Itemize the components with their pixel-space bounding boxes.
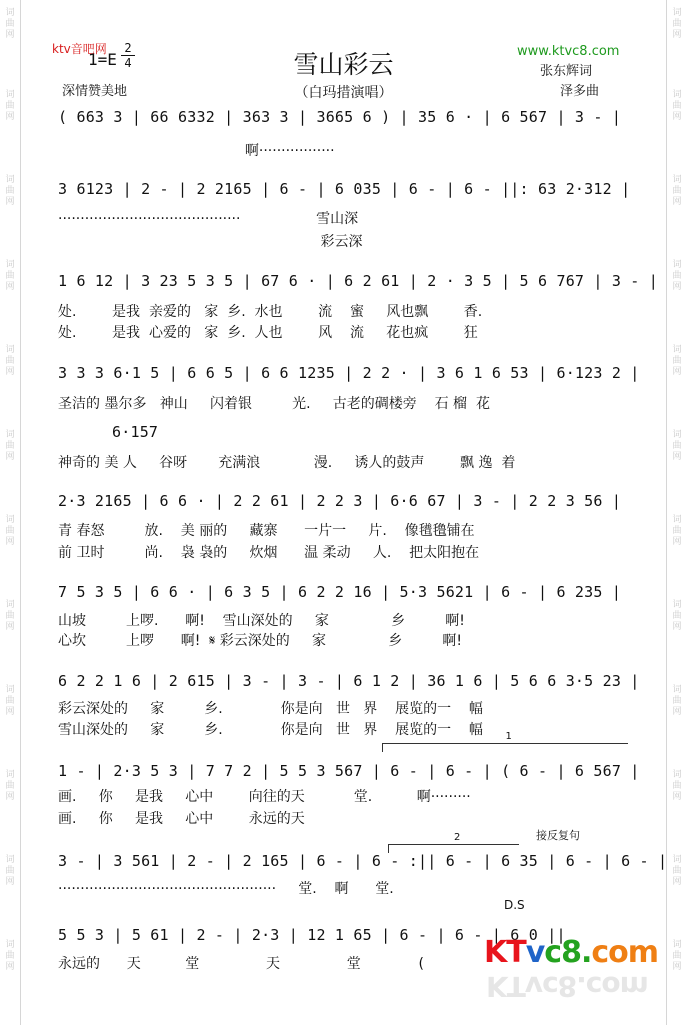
lyric-line: 心坎 上啰 啊! 𝄋 彩云深处的 家 乡 啊! <box>58 633 462 649</box>
side-watermark: 词曲网 <box>5 770 15 802</box>
left-gutter <box>0 0 21 1025</box>
notation-line: 5 5 3 | 5 61 | 2 - | 2·3 | 12 1 65 | 6 - | 6 - | 6 0 || <box>58 926 566 944</box>
notation-line: 2·3 2165 | 6 6 · | 2 2 61 | 2 2 3 | 6·6 67 | 3 - | 2 2 3 56 | <box>58 492 622 510</box>
volta-bracket-1: 1 <box>382 743 628 752</box>
lyric-line: 神奇的 美 人 谷呀 充满浪 漫. 诱人的鼓声 飘 逸 着 <box>58 455 516 471</box>
side-watermark: 词曲网 <box>5 685 15 717</box>
lyric-line: 处. 是我 心爱的 家 乡. 人也 风 流 花也疯 狂 <box>58 325 478 341</box>
lyric-line: 处. 是我 亲爱的 家 乡. 水也 流 蜜 风也飘 香. <box>58 304 483 320</box>
side-watermark: 词曲网 <box>672 685 682 717</box>
side-watermark: 词曲网 <box>672 855 682 887</box>
right-gutter <box>666 0 687 1025</box>
song-title: 雪山彩云 <box>293 50 394 79</box>
notation-line: ( 663 3 | 66 6332 | 363 3 | 3665 6 ) | 35 6 · | 6 567 | 3 - | <box>58 108 622 126</box>
lyric-line: ········································· 雪山深 <box>58 211 359 227</box>
time-denominator: 4 <box>124 56 132 70</box>
lyric-line: 啊················· <box>58 143 335 159</box>
notation-line: 6 2 2 1 6 | 2 615 | 3 - | 3 - | 6 1 2 | 36 1 6 | 5 6 6 3·5 23 | <box>58 672 640 690</box>
side-watermark: 词曲网 <box>672 175 682 207</box>
notation-line: 1 6 12 | 3 23 5 3 5 | 67 6 · | 6 2 61 | 2 · 3 5 | 5 6 767 | 3 - | <box>58 272 658 290</box>
side-watermark: 词曲网 <box>5 345 15 377</box>
dal-segno-mark: D.S <box>504 898 525 912</box>
lyric-line: 彩云深处的 家 乡. 你是向 世 界 展览的一 幅 <box>58 701 483 717</box>
side-watermark: 词曲网 <box>5 515 15 547</box>
performer-credit: （白玛措演唱） <box>294 85 393 101</box>
side-watermark: 词曲网 <box>672 770 682 802</box>
site-logo-reflection: KTvc8.com <box>486 970 648 1003</box>
side-watermark: 词曲网 <box>672 600 682 632</box>
notation-line: 1 - | 2·3 5 3 | 7 7 2 | 5 5 3 567 | 6 - | 6 - | ( 6 - | 6 567 | <box>58 762 640 780</box>
notation-line: 6·157 <box>112 423 159 441</box>
side-watermark: 词曲网 <box>672 940 682 972</box>
key-signature: 1=E <box>88 50 117 69</box>
notation-line: 7 5 3 5 | 6 6 · | 6 3 5 | 6 2 2 16 | 5·3 5621 | 6 - | 6 235 | <box>58 583 622 601</box>
side-watermark: 词曲网 <box>5 90 15 122</box>
time-numerator: 2 <box>124 41 132 55</box>
lyric-line: 画. 你 是我 心中 向往的天 堂. 啊········· <box>58 789 471 805</box>
volta-bracket-2: 2 <box>388 844 519 853</box>
repeat-instruction: 接反复句 <box>536 829 580 842</box>
lyric-line: 青 春怒 放. 美 丽的 藏寨 一片一 片. 像氆氇铺在 <box>58 523 475 539</box>
lyricist-credit: 张东辉词 <box>540 64 593 79</box>
side-watermark: 词曲网 <box>5 175 15 207</box>
lyric-line: ················································· 堂. 啊 堂. <box>58 881 394 897</box>
side-watermark: 词曲网 <box>672 260 682 292</box>
side-watermark: 词曲网 <box>5 940 15 972</box>
side-watermark: 词曲网 <box>672 515 682 547</box>
side-watermark: 词曲网 <box>672 430 682 462</box>
side-watermark: 词曲网 <box>5 8 15 40</box>
lyric-line: 彩云深 <box>58 234 363 250</box>
lyric-line: 永远的 天 堂 天 堂 ( <box>58 956 425 972</box>
notation-line: 3 - | 3 561 | 2 - | 2 165 | 6 - | 6 - :|| 6 - | 6 35 | 6 - | 6 - | <box>58 852 668 870</box>
side-watermark: 词曲网 <box>672 90 682 122</box>
lyric-line: 圣洁的 墨尔多 神山 闪着银 光. 古老的碉楼旁 石 榴 花 <box>58 396 490 412</box>
expression-mark: 深情赞美地 <box>62 84 128 99</box>
notation-line: 3 3 3 6·1 5 | 6 6 5 | 6 6 1235 | 2 2 · | 3 6 1 6 53 | 6·123 2 | <box>58 364 640 382</box>
side-watermark: 词曲网 <box>5 430 15 462</box>
lyric-line: 山坡 上啰. 啊! 雪山深处的 家 乡 啊! <box>58 613 465 629</box>
lyric-line: 雪山深处的 家 乡. 你是向 世 界 展览的一 幅 <box>58 722 483 738</box>
side-watermark: 词曲网 <box>672 8 682 40</box>
lyric-line: 画. 你 是我 心中 永远的天 <box>58 811 305 827</box>
composer-credit: 泽多曲 <box>560 84 600 99</box>
site-name-top: ktv音吧网 <box>52 42 107 56</box>
lyric-line: 前 卫时 尚. 袅 袅的 炊烟 温 柔动 人. 把太阳抱在 <box>58 545 480 561</box>
side-watermark: 词曲网 <box>5 260 15 292</box>
site-logo: KTvc8.com <box>484 935 658 970</box>
site-url: www.ktvc8.com <box>517 44 620 59</box>
side-watermark: 词曲网 <box>5 600 15 632</box>
side-watermark: 词曲网 <box>5 855 15 887</box>
side-watermark: 词曲网 <box>672 345 682 377</box>
notation-line: 3 6123 | 2 - | 2 2165 | 6 - | 6 035 | 6 - | 6 - ||: 63 2·312 | <box>58 180 631 198</box>
